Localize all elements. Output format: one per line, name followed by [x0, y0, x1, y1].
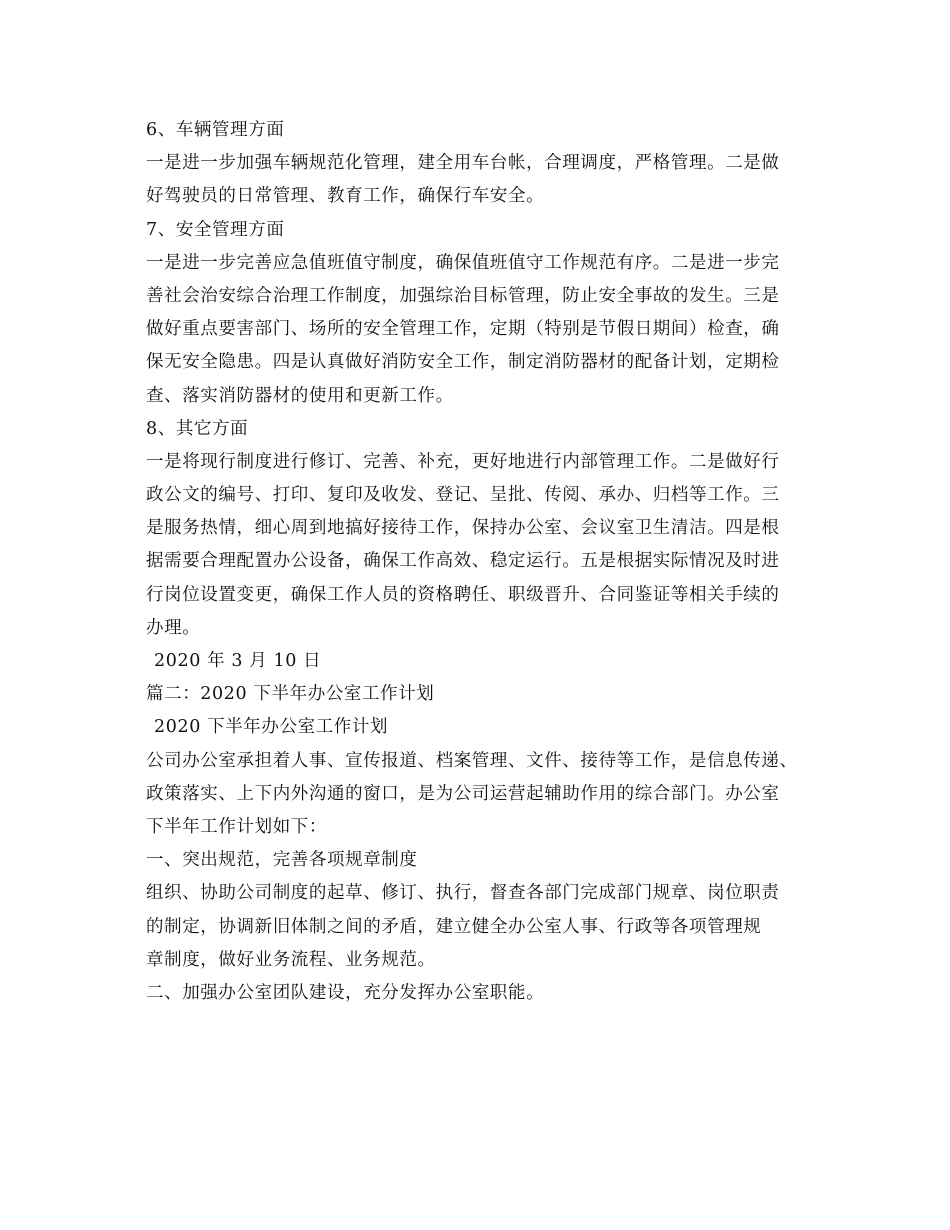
paragraph-line: 公司办公室承担着人事、宣传报道、档案管理、文件、接待等工作，是信息传递、 — [146, 750, 798, 771]
section-heading-team: 二、加强办公室团队建设，充分发挥办公室职能。 — [146, 982, 545, 1003]
paragraph-line: 好驾驶员的日常管理、教育工作，确保行车安全。 — [146, 186, 545, 207]
paragraph-line: 办理。 — [146, 617, 201, 638]
paragraph-line: 一是进一步加强车辆规范化管理，建全用车台帐，合理调度，严格管理。二是做 — [146, 153, 780, 174]
paragraph-line: 善社会治安综合治理工作制度，加强综治目标管理，防止安全事故的发生。三是 — [146, 285, 780, 306]
section-heading-safety: 7、安全管理方面 — [146, 219, 285, 240]
document-page — [146, 114, 806, 1010]
paragraph-line: 行岗位设置变更，确保工作人员的资格聘任、职级晋升、合同鉴证等相关手续的 — [146, 584, 780, 605]
paragraph-line: 保无安全隐患。四是认真做好消防安全工作，制定消防器材的配备计划，定期检 — [146, 352, 780, 373]
section-heading-other: 8、其它方面 — [146, 418, 249, 439]
paragraph-line: 下半年工作计划如下： — [146, 816, 327, 837]
section-heading-vehicle: 6、车辆管理方面 — [146, 120, 285, 140]
paragraph-line: 据需要合理配置办公设备，确保工作高效、稳定运行。五是根据实际情况及时进 — [146, 551, 780, 572]
paragraph-line: 章制度，做好业务流程、业务规范。 — [146, 949, 436, 970]
plan-title: 2020 下半年办公室工作计划 — [154, 717, 389, 738]
paragraph-line: 的制定，协调新旧体制之间的矛盾，建立健全办公室人事、行政等各项管理规 — [146, 916, 762, 937]
paragraph-line: 查、落实消防器材的使用和更新工作。 — [146, 385, 454, 406]
paragraph-line: 是服务热情，细心周到地搞好接待工作，保持办公室、会议室卫生清洁。四是根 — [146, 518, 780, 539]
document-date: 2020 年 3 月 10 日 — [154, 651, 322, 671]
section-heading-standards: 一、突出规范，完善各项规章制度 — [146, 850, 418, 871]
paragraph-line: 政策落实、上下内外沟通的窗口，是为公司运营起辅助作用的综合部门。办公室 — [146, 783, 780, 804]
paragraph-line: 一是将现行制度进行修订、完善、补充，更好地进行内部管理工作。二是做好行 — [146, 451, 780, 472]
paragraph-line: 一是进一步完善应急值班值守制度，确保值班值守工作规范有序。二是进一步完 — [146, 252, 780, 273]
paragraph-line: 政公文的编号、打印、复印及收发、登记、呈批、传阅、承办、归档等工作。三 — [146, 485, 780, 506]
paragraph-line: 组织、协助公司制度的起草、修订、执行，督查各部门完成部门规章、岗位职责 — [146, 883, 780, 904]
paragraph-line: 做好重点要害部门、场所的安全管理工作，定期（特别是节假日期间）检查，确 — [146, 319, 780, 340]
chapter-title: 篇二：2020 下半年办公室工作计划 — [146, 684, 435, 705]
